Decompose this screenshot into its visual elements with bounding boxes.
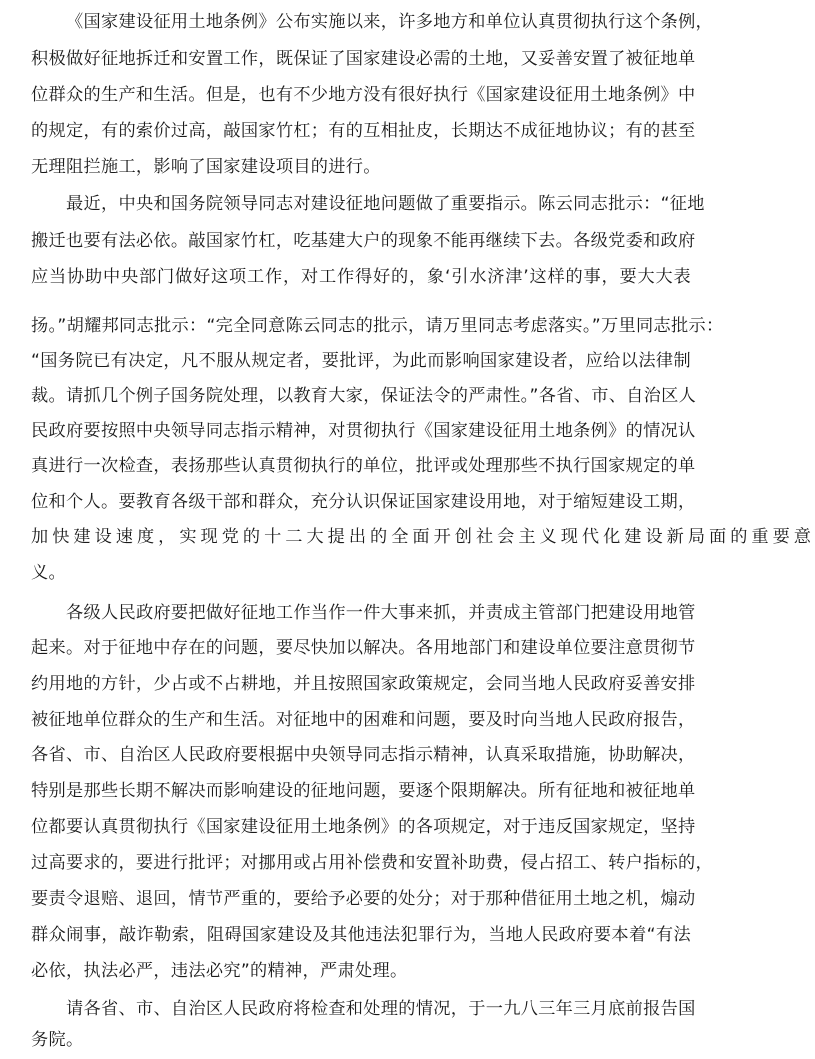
text-line: 义。	[31, 563, 66, 583]
text-line: 群众闹事，敲诈勒索，阻碍国家建设及其他违法犯罪行为，当地人民政府要本着“有法	[31, 925, 691, 945]
text-line: 民政府要按照中央领导同志指示精神，对贯彻执行《国家建设征用土地条例》的情况认	[31, 421, 696, 441]
text-line: 《国家建设征用土地条例》公布实施以来，许多地方和单位认真贯彻执行这个条例，	[66, 12, 714, 32]
text-line: 位群众的生产和生活。但是，也有不少地方没有很好执行《国家建设征用土地条例》中	[31, 85, 696, 105]
text-line: 务院。	[31, 1030, 84, 1050]
text-line: 最近，中央和国务院领导同志对建设征地问题做了重要指示。陈云同志批示：“征地	[66, 194, 705, 214]
text-line: 起来。对于征地中存在的问题，要尽快加以解决。各用地部门和建设单位要注意贯彻节	[31, 638, 696, 658]
text-line: 被征地单位群众的生产和生活。对征地中的困难和问题，要及时向当地人民政府报告，	[31, 710, 696, 730]
text-line: 位都要认真贯彻执行《国家建设征用土地条例》的各项规定，对于违反国家规定，坚持	[31, 817, 696, 837]
text-line: 必依，执法必严，违法必究”的精神，严肃处理。	[31, 961, 408, 981]
text-line: 请各省、市、自治区人民政府将检查和处理的情况，于一九八三年三月底前报告国	[66, 999, 696, 1019]
text-line: 真进行一次检查，表扬那些认真贯彻执行的单位，批评或处理那些不执行国家规定的单	[31, 456, 696, 476]
text-line: 积极做好征地拆迁和安置工作，既保证了国家建设必需的土地，又妥善安置了被征地单	[31, 49, 696, 69]
text-line: 位和个人。要教育各级干部和群众，充分认识保证国家建设用地，对于缩短建设工期，	[31, 492, 696, 512]
text-line: 无理阻拦施工，影响了国家建设项目的进行。	[31, 157, 381, 177]
text-line: 裁。请抓几个例子国务院处理，以教育大家，保证法令的严肃性。”各省、市、自治区人	[31, 386, 697, 406]
text-line: 应当协助中央部门做好这项工作，对工作得好的，象‘引水济津’这样的事，要大大表	[31, 267, 691, 287]
text-line: 约用地的方针，少占或不占耕地，并且按照国家政策规定，会同当地人民政府妥善安排	[31, 674, 696, 694]
text-line: 搬迁也要有法必依。敲国家竹杠，吃基建大户的现象不能再继续下去。各级党委和政府	[31, 231, 696, 251]
text-line: “国务院已有决定，凡不服从规定者，要批评，为此而影响国家建设者，应给以法律制	[31, 351, 691, 371]
text-line: 特别是那些长期不解决而影响建设的征地问题，要逐个限期解决。所有征地和被征地单	[31, 781, 696, 801]
text-line: 要责令退赔、退回，情节严重的，要给予必要的处分；对于那种借征用土地之机，煽动	[31, 889, 696, 909]
text-line: 扬。”胡耀邦同志批示：“完全同意陈云同志的批示，请万里同志考虑落实。”万里同志批示：	[31, 316, 724, 336]
text-line: 各省、市、自治区人民政府要根据中央领导同志指示精神，认真采取措施，协助解决，	[31, 745, 696, 765]
text-line: 加快建设速度，实现党的十二大提出的全面开创社会主义现代化建设新局面的重要意	[31, 527, 815, 547]
text-line: 各级人民政府要把做好征地工作当作一件大事来抓，并责成主管部门把建设用地管	[66, 603, 696, 623]
text-line: 过高要求的，要进行批评；对挪用或占用补偿费和安置补助费，侵占招工、转户指标的，	[31, 853, 714, 873]
text-line: 的规定，有的索价过高，敲国家竹杠；有的互相扯皮，长期达不成征地协议；有的甚至	[31, 121, 696, 141]
